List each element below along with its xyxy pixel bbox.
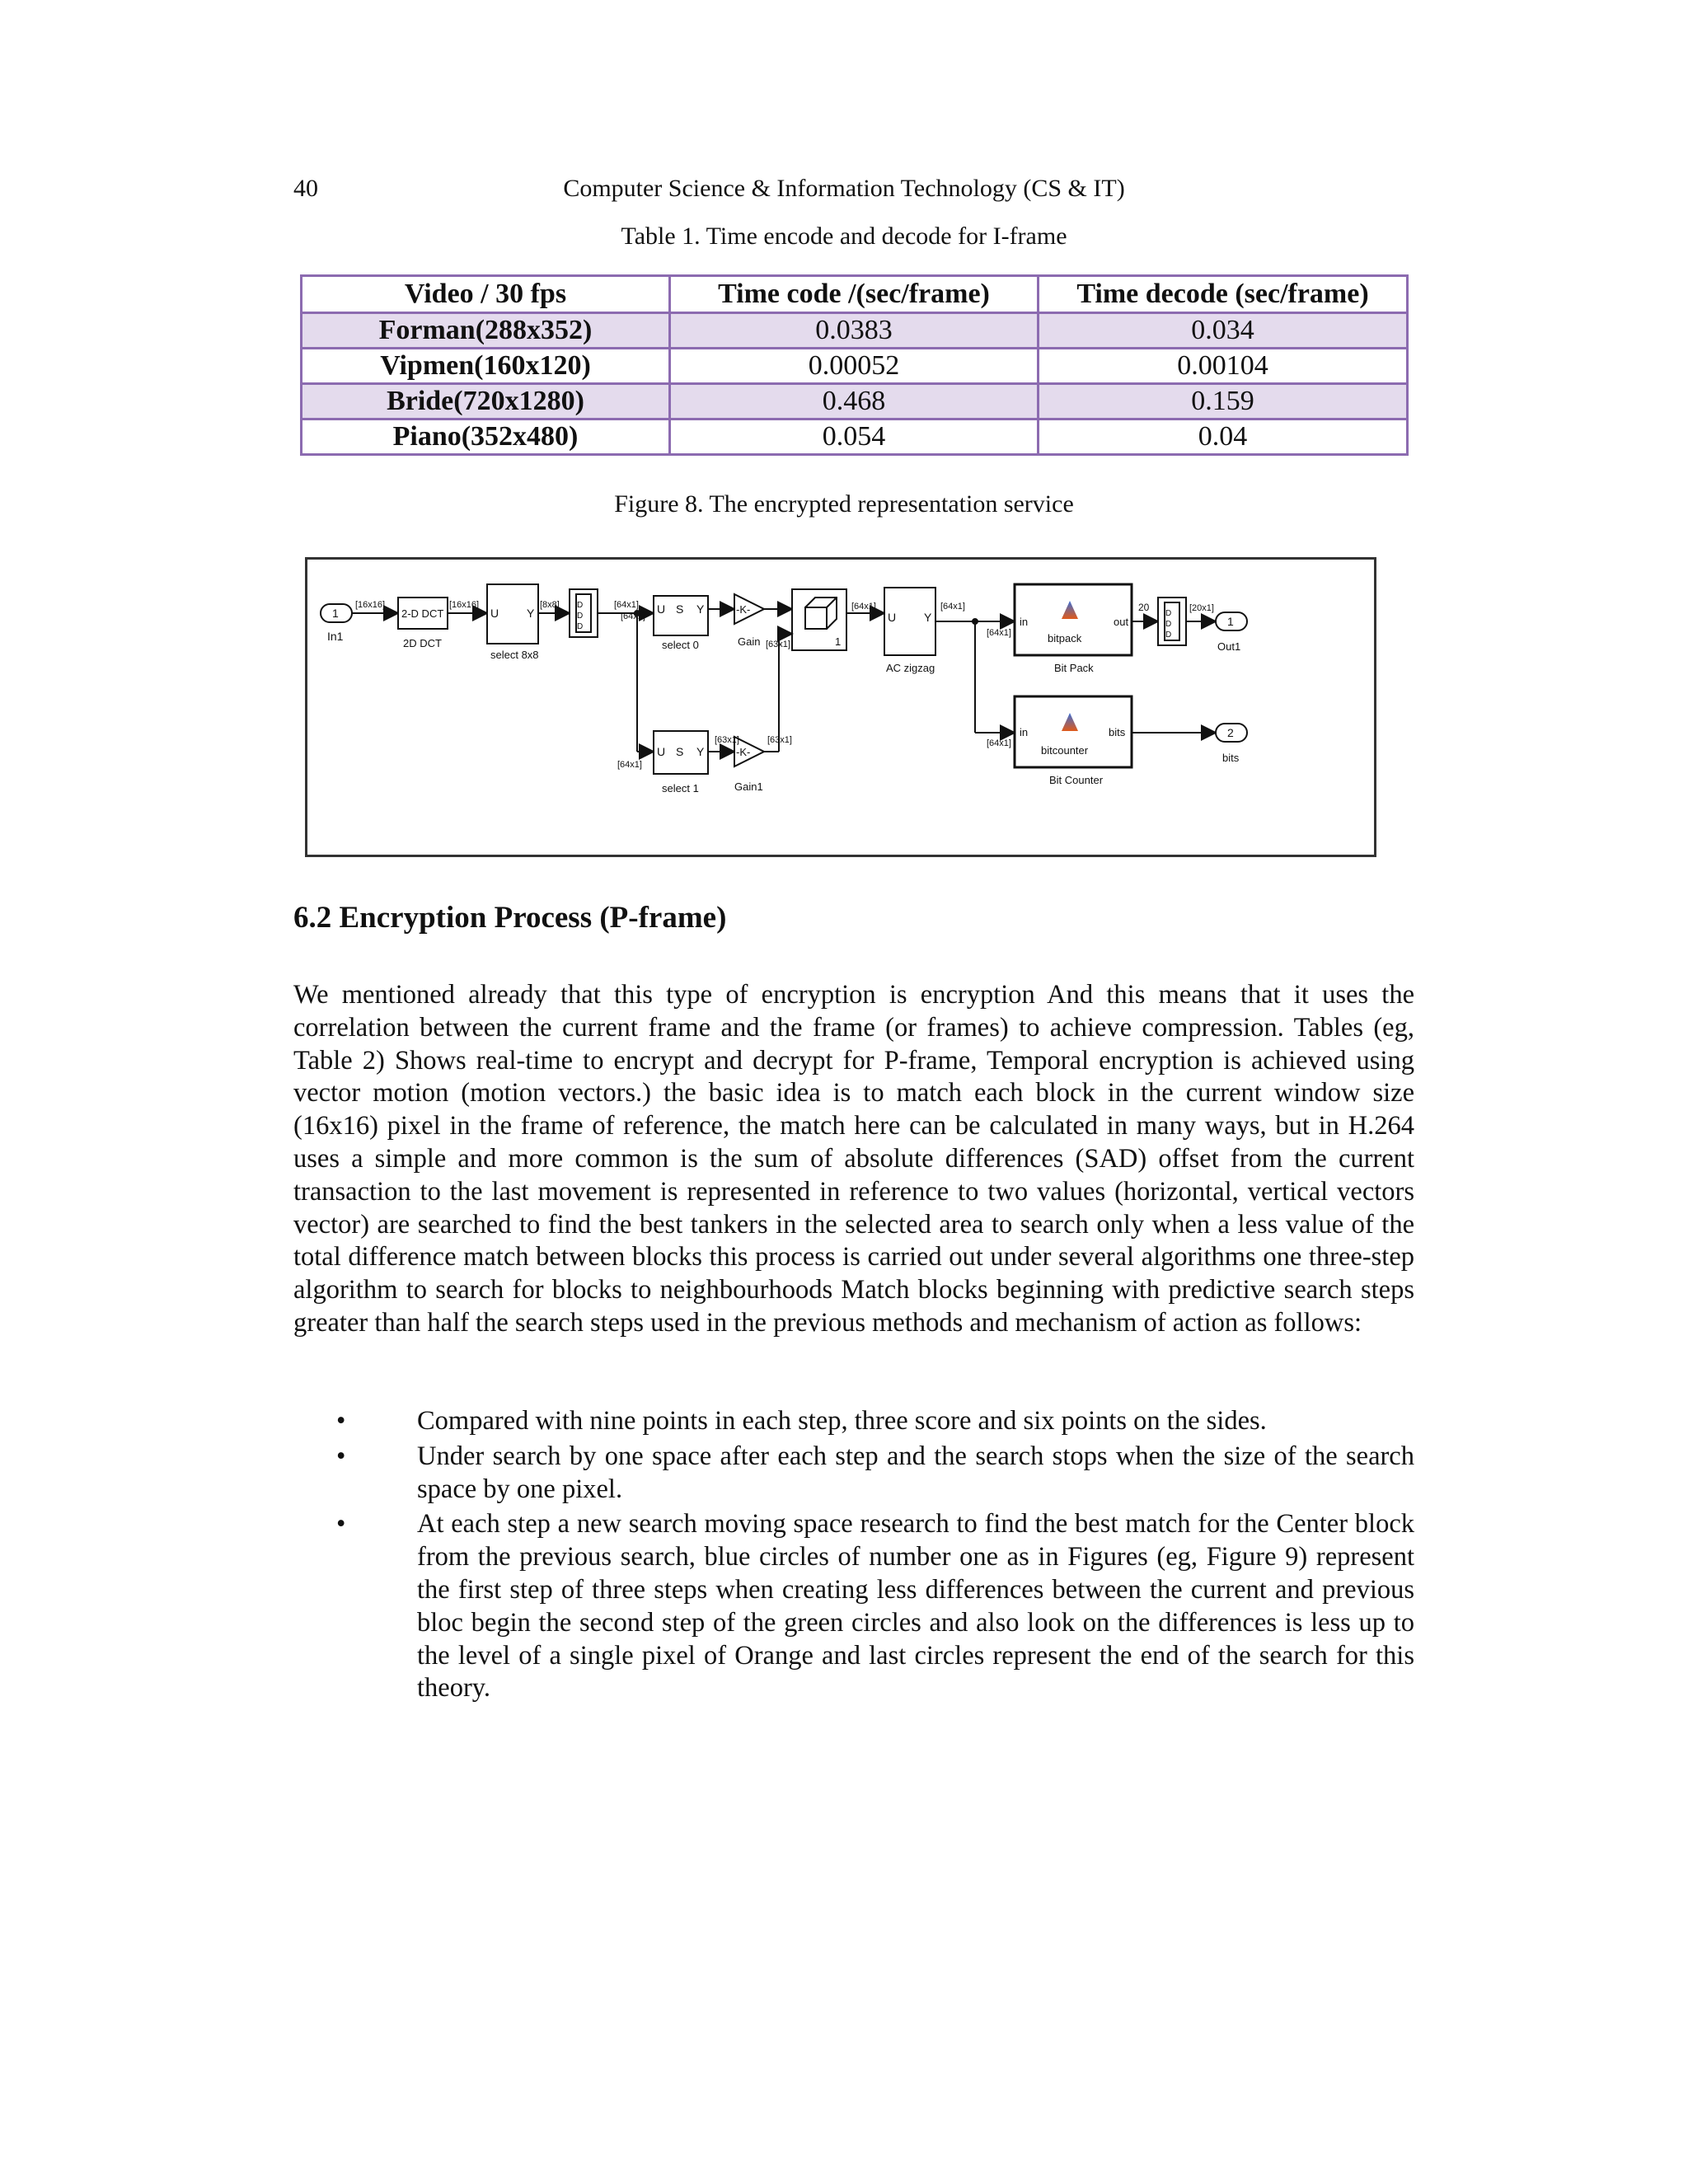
signal-label: [64x1]: [614, 600, 639, 610]
video-cell: Vipmen(160x120): [302, 349, 670, 384]
decode-cell: 0.034: [1039, 313, 1408, 349]
encode-cell: 0.00052: [670, 349, 1039, 384]
concat-one: 1: [835, 635, 842, 648]
reshape2-d2: D: [1165, 620, 1172, 629]
dct-block-text: 2-D DCT: [401, 607, 444, 620]
signal-label: [64x1]: [617, 760, 642, 770]
reshape-block: [570, 589, 598, 637]
select8-y: Y: [527, 607, 535, 620]
page-number: 40: [293, 175, 318, 202]
select0-label: select 0: [662, 639, 699, 651]
signal-label: [64x1]: [987, 628, 1011, 638]
video-cell: Piano(352x480): [302, 419, 670, 455]
list-item-text: Under search by one space after each step and the search stops when the size of the search space by one pixel.: [417, 1441, 1414, 1504]
select1-y: Y: [696, 745, 705, 758]
bitpack-label: Bit Pack: [1054, 662, 1094, 674]
bullet-dot: •: [336, 1509, 346, 1540]
bitcounter-label: Bit Counter: [1049, 774, 1104, 786]
running-title: Computer Science & Information Technology (CS & IT): [563, 175, 1125, 202]
select8-label: select 8x8: [490, 649, 539, 661]
dct-label: 2D DCT: [403, 637, 442, 649]
zigzag-label: AC zigzag: [886, 662, 935, 674]
column-header: Time code /(sec/frame): [670, 276, 1039, 313]
video-cell: Forman(288x352): [302, 313, 670, 349]
select8-u: U: [490, 607, 499, 620]
gain-text: -K-: [736, 603, 751, 616]
select0-y: Y: [696, 602, 705, 616]
bitcounter-name: bitcounter: [1041, 744, 1089, 757]
signal-label: [20x1]: [1189, 603, 1214, 613]
reshape2-d3: D: [1165, 630, 1172, 640]
bitpack-out: out: [1114, 616, 1129, 628]
bullet-list: [293, 1405, 1414, 1708]
table-row: [302, 349, 1408, 384]
out1-label: Out1: [1217, 640, 1241, 653]
encode-cell: 0.054: [670, 419, 1039, 455]
table-header-row: [302, 276, 1408, 313]
select0-u: U: [657, 602, 666, 616]
list-item: [293, 1405, 1414, 1438]
signal-label: [63x1]: [767, 735, 792, 745]
table-caption: Table 1. Time encode and decode for I-frame: [621, 223, 1067, 250]
decode-cell: 0.04: [1039, 419, 1408, 455]
gain1-label: Gain1: [734, 780, 763, 793]
signal-label: [16x16]: [449, 600, 480, 610]
zigzag-y: Y: [924, 611, 932, 624]
encode-cell: 0.468: [670, 384, 1039, 419]
bitpack-twenty: 20: [1138, 602, 1150, 613]
encode-cell: 0.0383: [670, 313, 1039, 349]
bitpack-name: bitpack: [1048, 632, 1082, 644]
select0-s: S: [676, 602, 684, 616]
body-paragraph: We mentioned already that this type of encryption is encryption And this means that it uses the correlation between the current frame and the frame (or frames) to achieve compression. Tables (eg, Table 2) Shows real-time to encrypt and decrypt for P-frame, Temporal encryption is achieved using vector motion (motion vectors.) the basic idea is to match each block in the current window size (16x16) pixel in the frame of reference, the match here can be calculated in many ways, but in H.264 uses a simple and more common is the sum of absolute differences (SAD) offset from the current transaction to the last movement is represented in reference to two values (horizontal, vertical vectors vector) are searched to find the best tankers in the selected area to search only when a less value of the total difference match between blocks this process is carried out under several algorithms one three-step algorithm to search for blocks to neighbourhoods Match blocks beginning with predictive search steps greater than half the search steps used in the previous methods and mechanism of action as follows:: [293, 980, 1414, 1338]
out2-label: bits: [1222, 752, 1240, 764]
bitcounter-bits: bits: [1109, 726, 1126, 738]
list-item-text: At each step a new search moving space research to find the best match for the Center block from the previous search, blue circles of number one as in Figures (eg, Figure 9) represent the first step of three steps when creating less differences between the current and previous bloc begin the second step of the green circles and also look on the differences is less up to the level of a single pixel of Orange and last circles represent the end of the search for this theory.: [417, 1509, 1414, 1704]
timing-table: [300, 274, 1409, 456]
diagram-canvas: [307, 560, 1374, 855]
signal-label: [64x1]: [940, 602, 965, 612]
signal-label: [64x1]: [621, 612, 645, 621]
bitcounter-in: in: [1020, 726, 1029, 738]
table-row: [302, 384, 1408, 419]
signal-label: [63x1]: [766, 640, 790, 649]
gain1-text: -K-: [736, 746, 751, 758]
out1-port-text: 1: [1227, 615, 1234, 628]
section-heading: 6.2 Encryption Process (P-frame): [293, 901, 727, 935]
reshape2-block: [1158, 598, 1186, 645]
select1-u: U: [657, 745, 666, 758]
table-row: [302, 419, 1408, 455]
simulink-diagram: [305, 557, 1376, 857]
bitpack-in: in: [1020, 616, 1029, 628]
reshape-d2: D: [577, 612, 584, 621]
in1-port-text: 1: [332, 607, 339, 620]
bullet-dot: •: [336, 1441, 346, 1471]
column-header: Time decode (sec/frame): [1039, 276, 1408, 313]
bullet-dot: •: [336, 1406, 346, 1436]
zigzag-u: U: [888, 611, 897, 624]
reshape2-d1: D: [1165, 609, 1172, 618]
signal-label: [16x16]: [355, 600, 386, 610]
list-item: [293, 1441, 1414, 1507]
reshape-d3: D: [577, 622, 584, 631]
list-item: [293, 1508, 1414, 1705]
video-cell: Bride(720x1280): [302, 384, 670, 419]
gain-label: Gain: [738, 635, 761, 648]
decode-cell: 0.00104: [1039, 349, 1408, 384]
decode-cell: 0.159: [1039, 384, 1408, 419]
in1-label: In1: [327, 630, 344, 643]
reshape-d1: D: [577, 601, 584, 610]
list-item-text: Compared with nine points in each step, three score and six points on the sides.: [417, 1406, 1267, 1436]
table-row: [302, 313, 1408, 349]
select1-label: select 1: [662, 782, 699, 794]
signal-label: [64x1]: [851, 602, 876, 612]
signal-label: [63x1]: [715, 735, 739, 745]
out2-port-text: 2: [1227, 726, 1234, 739]
figure-caption: Figure 8. The encrypted representation service: [614, 490, 1074, 518]
column-header: Video / 30 fps: [302, 276, 670, 313]
signal-label: [8x8]: [540, 600, 560, 610]
select1-s: S: [676, 745, 684, 758]
signal-label: [64x1]: [987, 738, 1011, 748]
